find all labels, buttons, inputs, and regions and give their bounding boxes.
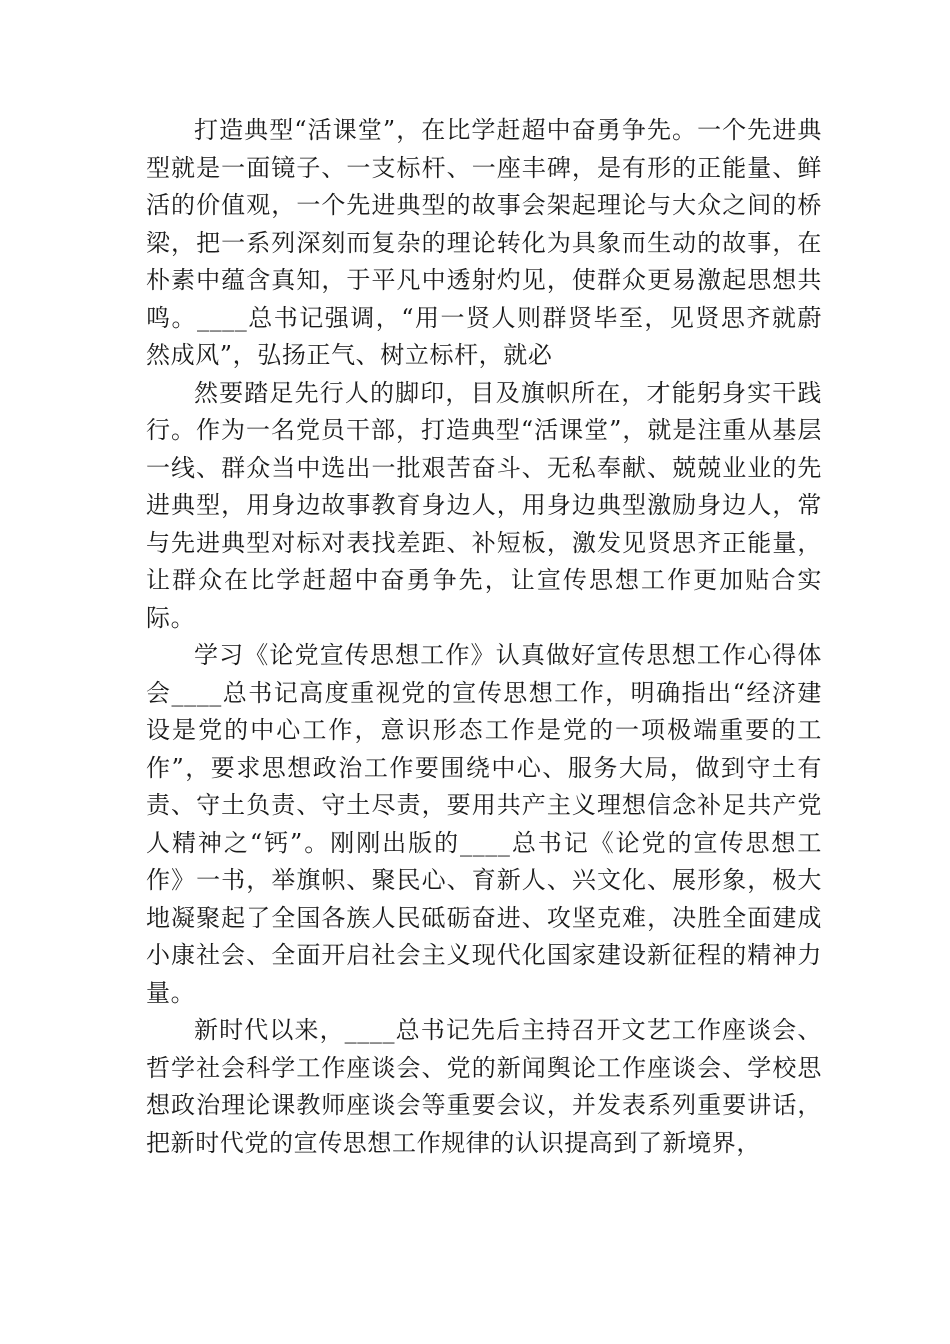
paragraph-1: 打造典型“活课堂”，在比学赶超中奋勇争先。一个先进典型就是一面镜子、一支标杆、一座丰碑，是有形的正能量、鲜活的价值观，一个先进典型的故事会架起理论与大众之间的桥梁，把一系列深刻而复杂的理论转化为具象而生动的故事，在朴素中蕴含真知，于平凡中透射灼见，使群众更易激起思想共鸣。____总书记强调，“用一贤人则群贤毕至，见贤思齐就蔚然成风”，弘扬正气、树立标杆，就必 <box>146 116 822 369</box>
paragraph-2: 然要踏足先行人的脚印，目及旗帜所在，才能躬身实干践行。作为一名党员干部，打造典型“活课堂”，就是注重从基层一线、群众当中选出一批艰苦奋斗、无私奉献、兢兢业业的先进典型，用身边故事教育身边人，用身边典型激励身边人，常与先进典型对标对表找差距、补短板，激发见贤思齐正能量，让群众在比学赶超中奋勇争先，让宣传思想工作更加贴合实际。 <box>146 378 822 632</box>
paragraph-4: 新时代以来，____总书记先后主持召开文艺工作座谈会、哲学社会科学工作座谈会、党的新闻舆论工作座谈会、学校思想政治理论课教师座谈会等重要会议，并发表系列重要讲话，把新时代党的宣传思想工作规律的认识提高到了新境界， <box>146 1016 822 1157</box>
paragraph-3: 学习《论党宣传思想工作》认真做好宣传思想工作心得体会____总书记高度重视党的宣传思想工作，明确指出“经济建设是党的中心工作，意识形态工作是党的一项极端重要的工作”，要求思想政治工作要围绕中心、服务大局，做到守土有责、守土负责、守土尽责，要用共产主义理想信念补足共产党人精神之“钙”。刚刚出版的____总书记《论党的宣传思想工作》一书，举旗帜、聚民心、育新人、兴文化、展形象，极大地凝聚起了全国各族人民砥砺奋进、攻坚克难，决胜全面建成小康社会、全面开启社会主义现代化国家建设新征程的精神力量。 <box>146 641 822 1007</box>
document-body <box>146 112 822 1162</box>
